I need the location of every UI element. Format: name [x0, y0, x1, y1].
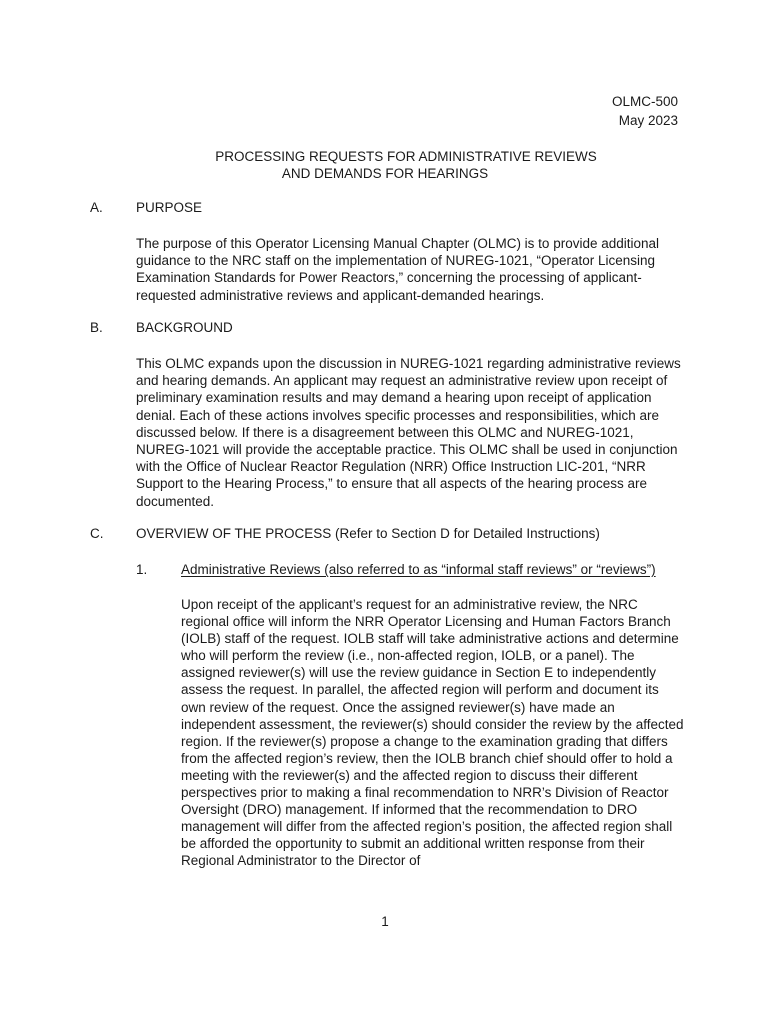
section-a-letter: A.: [90, 200, 103, 215]
section-a-heading: PURPOSE: [136, 200, 203, 215]
document-title-line-2: AND DEMANDS FOR HEARINGS: [281, 166, 489, 181]
section-b-letter: B.: [90, 320, 103, 335]
document-id: OLMC-500: [611, 94, 678, 109]
subsection-1-heading: Administrative Reviews (also referred to as “informal staff reviews” or “reviews”): [181, 562, 656, 577]
section-c-heading: OVERVIEW OF THE PROCESS (Refer to Section D for Detailed Instructions): [136, 526, 600, 541]
section-a-body: The purpose of this Operator Licensing Manual Chapter (OLMC) is to provide additional guidance to the NRC staff on the implementation of NUREG-1021, “Operator Licensing Examination Standards for Power Reactors,” concerning the processing of applicant-requested administrative reviews and applicant-demanded hearings.: [136, 236, 660, 303]
document-title-line-1: PROCESSING REQUESTS FOR ADMINISTRATIVE REVIEWS: [215, 149, 597, 164]
document-date: May 2023: [618, 113, 678, 128]
section-b-heading: BACKGROUND: [136, 320, 233, 335]
section-b-body: This OLMC expands upon the discussion in NUREG-1021 regarding administrative reviews and hearing demands. An applicant may request an administrative review upon receipt of preliminary examination results and may demand a hearing upon receipt of application denial. Each of these actions involves specific processes and responsibilities, which are discussed below. If there is a disagreement between this OLMC and NUREG-1021, NUREG-1021 will provide the acceptable practice. This OLMC shall be used in conjunction with the Office of Nuclear Reactor Regulation (NRR) Office Instruction LIC-201, “NRR Support to the Hearing Process,” to ensure that all aspects of the hearing process are documented.: [136, 356, 681, 509]
section-c-letter: C.: [90, 526, 104, 541]
subsection-1-body: Upon receipt of the applicant’s request for an administrative review, the NRC regional office will inform the NRR Operator Licensing and Human Factors Branch (IOLB) staff of the request. IOLB staff will take administrative actions and determine who will perform the review (i.e., non-affected region, IOLB, or a panel). The assigned reviewer(s) will use the review guidance in Section E to independently assess the request. In parallel, the affected region will perform and document its own review of the request. Once the assigned reviewer(s) have made an independent assessment, the reviewer(s) should consider the review by the affected region. If the reviewer(s) propose a change to the examination grading that differs from the affected region’s review, then the IOLB branch chief should offer to hold a meeting with the reviewer(s) and the affected region to discuss their different perspectives prior to making a final recommendation to NRR’s Division of Reactor Oversight (DRO) management. If informed that the recommendation to DRO management will differ from the affected region’s position, the affected region shall be afforded the opportunity to submit an additional written response from their Regional Administrator to the Director of: [181, 597, 684, 869]
page-number: 1: [381, 914, 389, 929]
subsection-1-number: 1.: [136, 562, 148, 577]
